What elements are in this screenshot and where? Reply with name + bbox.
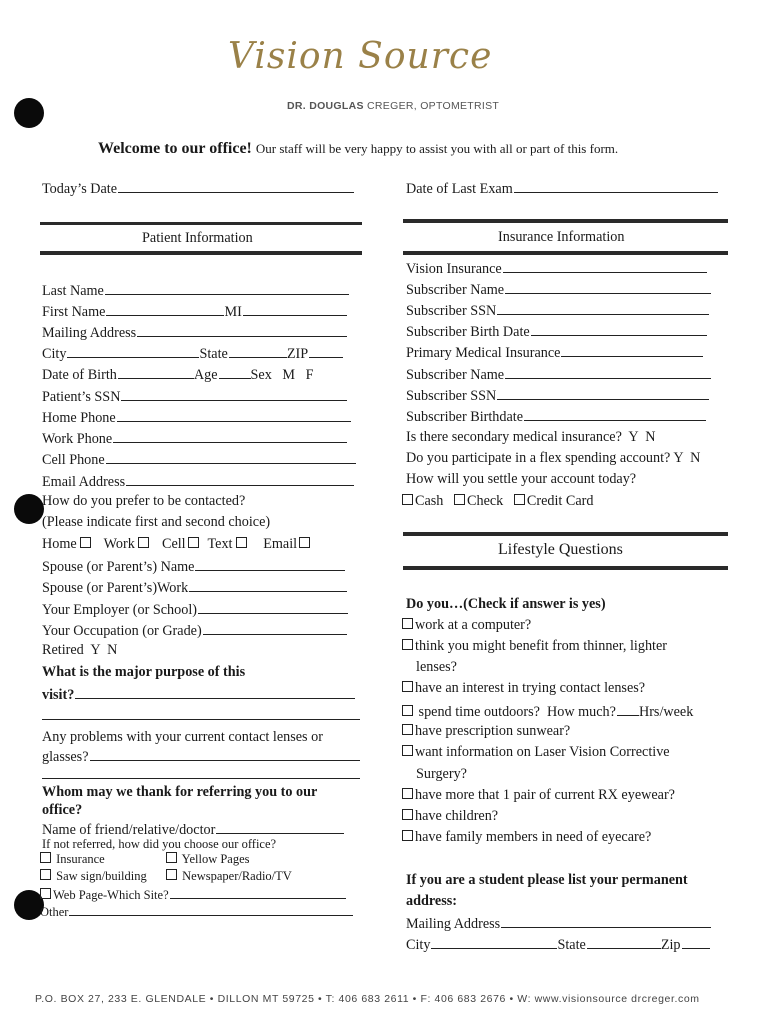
- lifestyle-q-children[interactable]: have children?: [402, 807, 498, 825]
- subscriber-name-2-field[interactable]: Subscriber Name: [406, 364, 711, 384]
- lifestyle-q-laser[interactable]: want information on Laser Vision Corrective: [402, 743, 670, 761]
- ref-other-option[interactable]: Other: [40, 903, 353, 920]
- lifestyle-q-laser-cont: Surgery?: [416, 766, 467, 782]
- lifestyle-q-contacts[interactable]: have an interest in trying contact lenses?: [402, 679, 645, 697]
- spouse-work-field[interactable]: Spouse (or Parent’s)Work: [42, 577, 347, 597]
- contact-note: (Please indicate first and second choice): [42, 514, 271, 530]
- home-phone-field[interactable]: Home Phone: [42, 407, 351, 427]
- subscriber-ssn-2-field[interactable]: Subscriber SSN: [406, 385, 709, 405]
- lifestyle-q-family[interactable]: have family members in need of eyecare?: [402, 828, 651, 846]
- patient-ssn-field[interactable]: Patient’s SSN: [42, 386, 347, 406]
- friend-field[interactable]: Name of friend/relative/doctor: [42, 819, 344, 839]
- subscriber-name-field[interactable]: Subscriber Name: [406, 279, 711, 299]
- referral-question: Whom may we thank for referring you to our: [42, 784, 318, 800]
- lifestyle-intro: Do you…(Check if answer is yes): [406, 596, 606, 612]
- cell-phone-field[interactable]: Cell Phone: [42, 449, 356, 469]
- subscriber-birthdate-field[interactable]: Subscriber Birthdate: [406, 406, 706, 426]
- purpose-question: What is the major purpose of this: [42, 664, 246, 680]
- email-address-field[interactable]: Email Address: [42, 471, 354, 491]
- work-phone-field[interactable]: Work Phone: [42, 428, 347, 448]
- subscriber-birth-field[interactable]: Subscriber Birth Date: [406, 321, 707, 341]
- employer-field[interactable]: Your Employer (or School): [42, 599, 348, 619]
- lifestyle-q-outdoors[interactable]: spend time outdoors? How much? Hrs/week: [402, 701, 693, 721]
- purpose-visit-field[interactable]: visit?: [42, 684, 355, 704]
- contact-options: Home Work Cell Text Email: [42, 535, 312, 553]
- insurance-info-heading: Insurance Information: [498, 229, 625, 245]
- patient-header-top-bar: [40, 222, 362, 225]
- credit-card-checkbox[interactable]: [514, 494, 525, 505]
- lifestyle-q-eyewear[interactable]: have more that 1 pair of current RX eyewear?: [402, 786, 675, 804]
- lifestyle-header-bottom-bar: [403, 566, 728, 570]
- subscriber-ssn-field[interactable]: Subscriber SSN: [406, 300, 709, 320]
- footer-contact: P.O. BOX 27, 233 E. GLENDALE • DILLON MT 59725 • T: 406 683 2611 • F: 406 683 2676 • W: www.visionsource drcreger.com: [35, 993, 700, 1005]
- cash-checkbox[interactable]: [402, 494, 413, 505]
- contact-question: How do you prefer to be contacted?: [42, 493, 246, 509]
- lifestyle-header-top-bar: [403, 532, 728, 536]
- dob-age-sex-field[interactable]: Date of Birth Age Sex M F: [42, 364, 314, 384]
- occupation-field[interactable]: Your Occupation (or Grade): [42, 620, 347, 640]
- welcome-line: Welcome to our office! Our staff will be very happy to assist you with all or part of this form.: [98, 140, 619, 157]
- ref-web-option[interactable]: Web Page-Which Site?: [40, 886, 346, 903]
- ref-insurance-option[interactable]: Insurance: [40, 852, 105, 867]
- student-question: If you are a student please list your permanent: [406, 872, 688, 888]
- last-name-field[interactable]: Last Name: [42, 280, 349, 300]
- work-checkbox[interactable]: [138, 537, 149, 548]
- vision-source-logo: Vision Source: [228, 36, 493, 77]
- cell-checkbox[interactable]: [188, 537, 199, 548]
- lifestyle-q-sunwear[interactable]: have prescription sunwear?: [402, 722, 570, 740]
- problems-field[interactable]: glasses?: [42, 746, 360, 766]
- patient-info-heading: Patient Information: [142, 230, 253, 246]
- mailing-address-field[interactable]: Mailing Address: [42, 322, 347, 342]
- vision-insurance-field[interactable]: Vision Insurance: [406, 258, 707, 278]
- lifestyle-heading: Lifestyle Questions: [498, 541, 623, 558]
- payment-options: Cash Check Credit Card: [402, 492, 594, 510]
- student-question-2: address:: [406, 893, 457, 909]
- lifestyle-q-lenses-cont: lenses?: [416, 659, 457, 675]
- not-referred-question: If not referred, how did you choose our office?: [42, 837, 277, 851]
- referral-question-2: office?: [42, 802, 83, 818]
- insurance-header-bottom-bar: [403, 251, 728, 255]
- flex-spending-question: Do you participate in a flex spending account? Y N: [406, 450, 701, 466]
- spouse-name-field[interactable]: Spouse (or Parent’s) Name: [42, 556, 345, 576]
- email-checkbox[interactable]: [299, 537, 310, 548]
- ref-sign-option[interactable]: Saw sign/building: [40, 869, 147, 884]
- secondary-insurance-question: Is there secondary medical insurance? Y N: [406, 429, 656, 445]
- student-mailing-field[interactable]: Mailing Address: [406, 913, 711, 933]
- punch-hole-middle: [14, 494, 44, 524]
- doctor-name: DR. DOUGLAS CREGER, OPTOMETRIST: [287, 100, 500, 112]
- lifestyle-q-thinner-lenses[interactable]: think you might benefit from thinner, lighter: [402, 637, 667, 655]
- student-city-state-zip-field[interactable]: City State Zip: [406, 934, 710, 954]
- settle-account-question: How will you settle your account today?: [406, 471, 637, 487]
- problems-extra-line[interactable]: [42, 778, 360, 779]
- first-name-field[interactable]: First Name MI: [42, 301, 347, 321]
- text-checkbox[interactable]: [236, 537, 247, 548]
- retired-field: Retired Y N: [42, 642, 118, 658]
- punch-hole-top: [14, 98, 44, 128]
- primary-medical-field[interactable]: Primary Medical Insurance: [406, 342, 703, 362]
- problems-question: Any problems with your current contact lenses or: [42, 729, 323, 745]
- todays-date-field[interactable]: Today’s Date: [42, 178, 354, 198]
- city-state-zip-field[interactable]: City State ZIP: [42, 343, 343, 363]
- ref-news-option[interactable]: Newspaper/Radio/TV: [166, 869, 292, 884]
- ref-yellow-option[interactable]: Yellow Pages: [166, 852, 250, 867]
- patient-header-bottom-bar: [40, 251, 362, 255]
- check-checkbox[interactable]: [454, 494, 465, 505]
- purpose-extra-line[interactable]: [42, 719, 360, 720]
- insurance-header-top-bar: [403, 219, 728, 223]
- last-exam-field[interactable]: Date of Last Exam: [406, 178, 718, 198]
- lifestyle-q-computer[interactable]: work at a computer?: [402, 616, 531, 634]
- home-checkbox[interactable]: [80, 537, 91, 548]
